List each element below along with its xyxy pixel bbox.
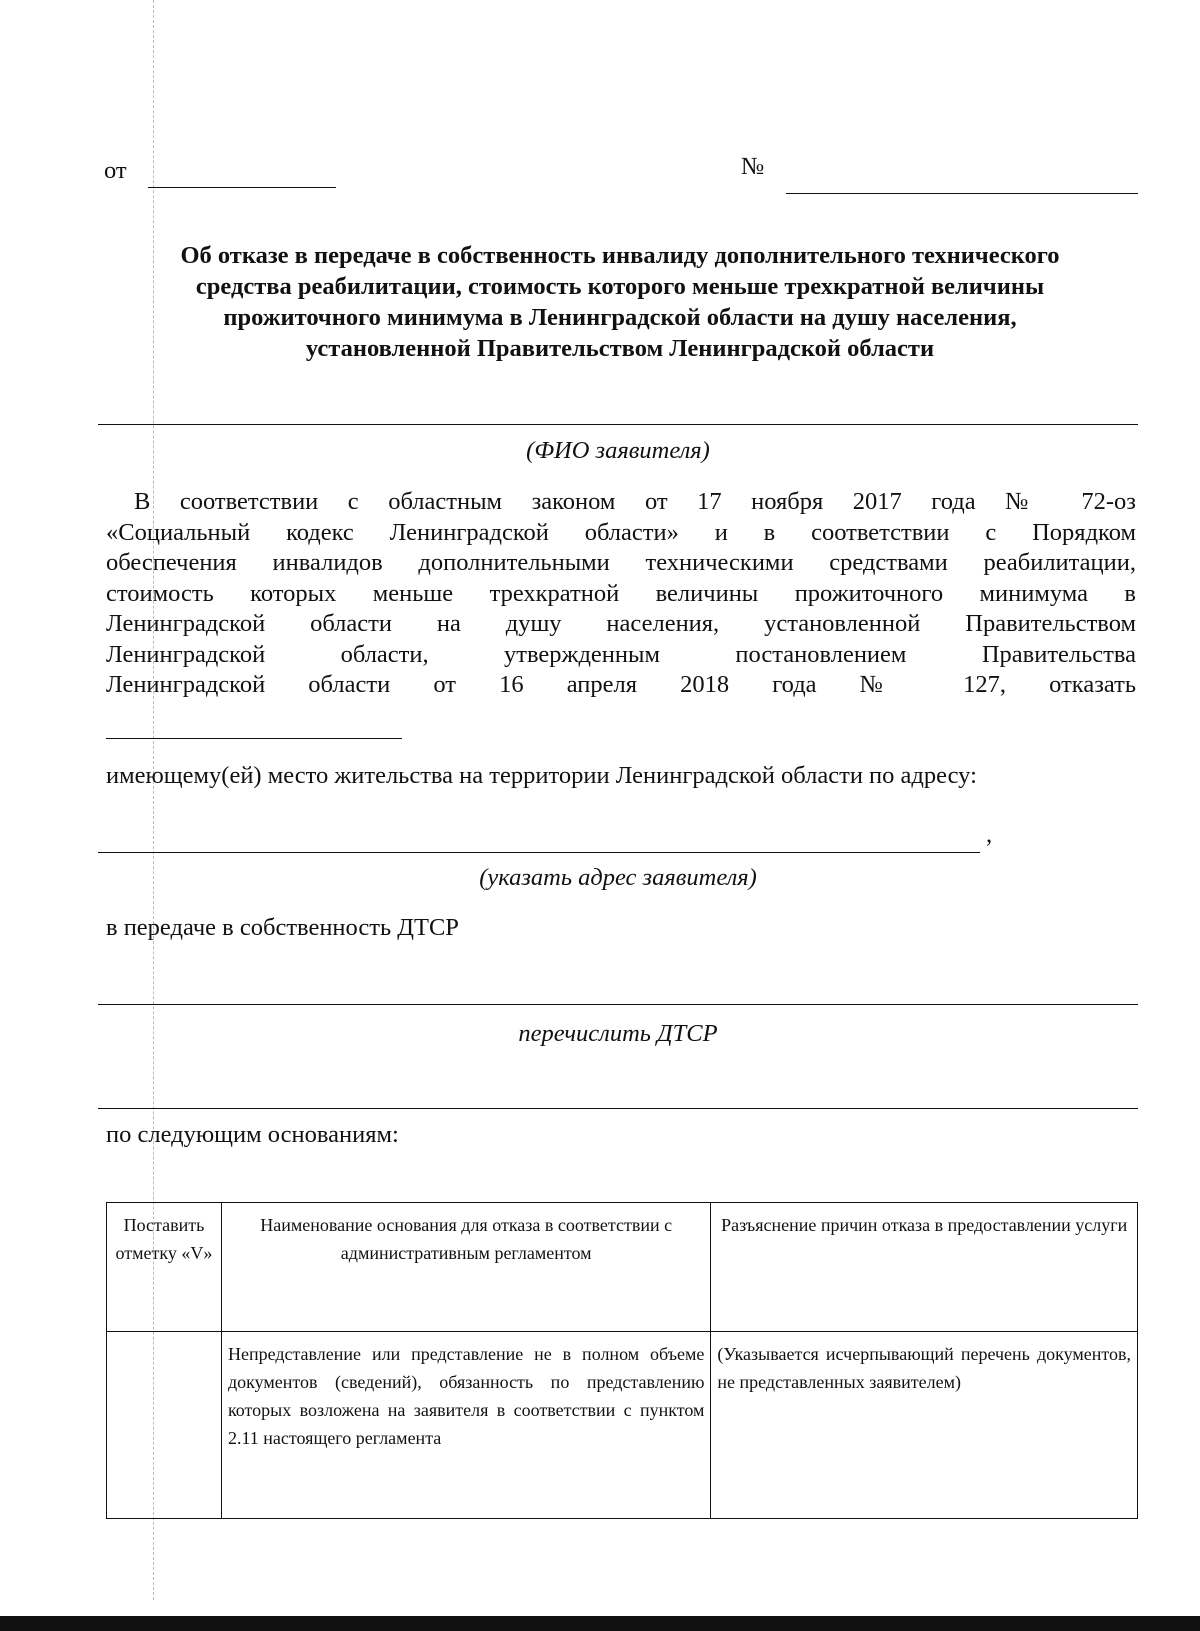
document-title	[100, 240, 1140, 364]
residence-text: имеющему(ей) место жительства на территории Ленинградской области по адресу:	[106, 762, 977, 789]
paragraph-line: обеспечения инвалидов дополнительными техническими средствами реабилитации,	[106, 549, 1136, 576]
refusal-reasons-table	[106, 1202, 1138, 1519]
explanation-cell: (Указывается исчерпывающий перечень документов, не представленных заявителем)	[711, 1332, 1138, 1519]
paragraph-line: стоимость которых меньше трехкратной величины прожиточного минимума в	[106, 579, 1136, 607]
number-field[interactable]	[786, 193, 1138, 194]
scan-bottom-edge	[0, 1616, 1200, 1631]
title-line: установленной Правительством Ленинградской области	[305, 335, 935, 362]
header-mark: Поставить отметку «V»	[107, 1203, 222, 1332]
refused-person-field[interactable]	[106, 738, 402, 739]
title-line: средства реабилитации, стоимость которого меньше трехкратной величины	[195, 273, 1045, 300]
paragraph-line: Ленинградской области на душу населения, установленной Правительством	[106, 610, 1136, 637]
table-row	[107, 1332, 1138, 1519]
title-line: прожиточного минимума в Ленинградской области на душу населения,	[223, 304, 1017, 331]
legal-basis-paragraph	[106, 487, 1136, 701]
table-header-row	[107, 1203, 1138, 1332]
paragraph-line: Ленинградской области, утвержденным постановлением Правительства	[106, 640, 1136, 668]
paragraph-line: В соответствии с областным законом от 17 ноября 2017 года № 72-оз	[134, 488, 1136, 515]
address-comma: ,	[986, 821, 993, 848]
from-label: от	[104, 157, 127, 184]
aids-list-field-2[interactable]	[98, 1108, 1138, 1109]
number-label: №	[741, 153, 765, 180]
paragraph-line: Ленинградской области от 16 апреля 2018 года № 127, отказать	[106, 671, 1136, 698]
transfer-text: в передаче в собственность ДТСР	[106, 914, 459, 941]
header-reason: Наименование основания для отказа в соответствии с административным регламентом	[221, 1203, 710, 1332]
address-field[interactable]	[98, 852, 980, 853]
aids-list-caption: перечислить ДТСР	[518, 1020, 718, 1047]
applicant-name-caption: (ФИО заявителя)	[526, 437, 710, 464]
address-caption: (указать адрес заявителя)	[479, 864, 757, 891]
applicant-name-field[interactable]	[98, 424, 1138, 425]
date-field[interactable]	[148, 187, 336, 188]
grounds-label: по следующим основаниям:	[106, 1121, 399, 1148]
title-line: Об отказе в передаче в собственность инвалиду дополнительного технического	[180, 242, 1060, 269]
paragraph-line: «Социальный кодекс Ленинградской области» и в соответствии с Порядком	[106, 518, 1136, 546]
header-explanation: Разъяснение причин отказа в предоставлении услуги	[711, 1203, 1138, 1332]
reason-cell: Непредставление или представление не в полном объеме документов (сведений), обязанность по представлению которых возложена на заявителя в соответствии с пунктом 2.11 настоящего регламента	[221, 1332, 710, 1519]
aids-list-field[interactable]	[98, 1004, 1138, 1005]
mark-cell[interactable]	[107, 1332, 222, 1519]
